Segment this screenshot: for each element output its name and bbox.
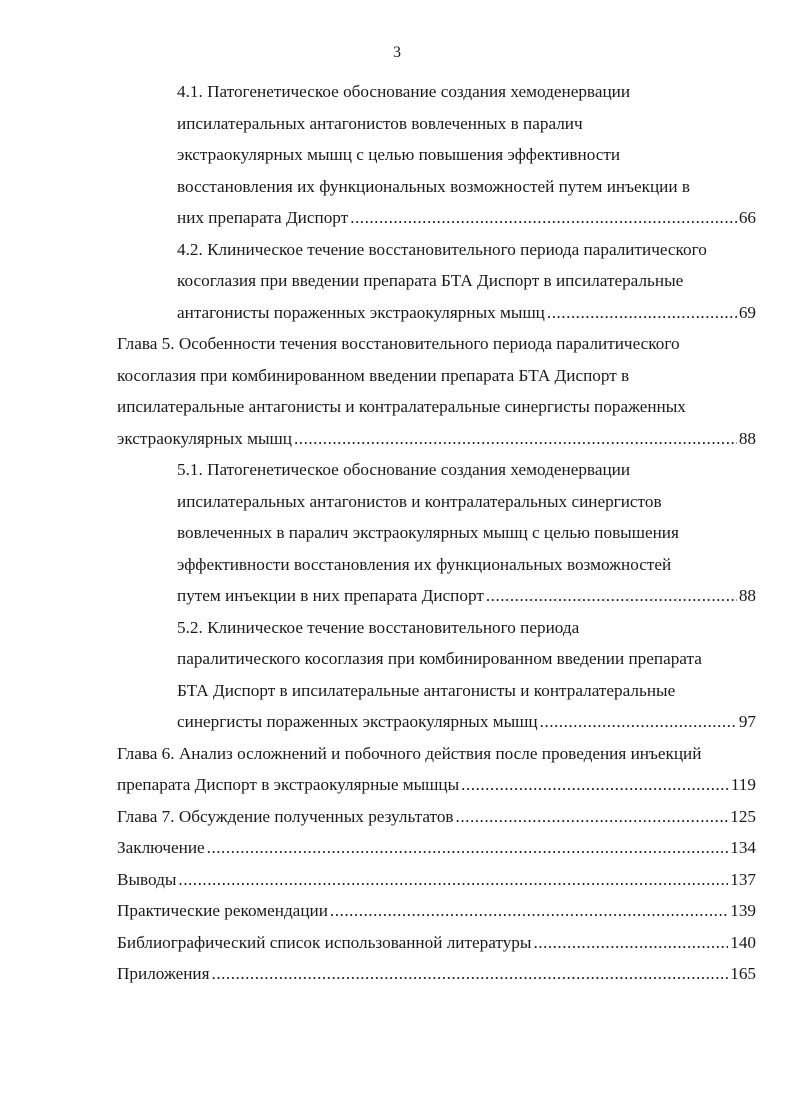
toc-entry-final-line — [117, 769, 756, 801]
toc-entry-final-line — [177, 202, 756, 234]
toc-entry-final-line — [177, 297, 756, 329]
dot-leader — [547, 297, 737, 329]
toc-entry — [0, 738, 794, 801]
toc-entry — [0, 454, 794, 612]
toc-entry — [0, 328, 794, 454]
toc-entry-final-line — [117, 958, 756, 990]
toc-entry-line: 5.1. Патогенетическое обоснование создания хемоденервации — [177, 460, 631, 479]
toc-entry-title: синергисты пораженных экстраокулярных мышц — [177, 712, 538, 731]
toc-entry-final-line — [117, 832, 756, 864]
toc-entry-line: вовлеченных в паралич экстраокулярных мышц с целью повышения — [177, 523, 679, 542]
toc-entry-title: Заключение — [117, 838, 205, 857]
dot-leader — [178, 864, 728, 896]
toc-entry — [0, 864, 794, 896]
toc-entry-title: них препарата Диспорт — [177, 208, 349, 227]
toc-page-number: 165 — [730, 964, 756, 983]
toc-entry-line: ипсилатеральные антагонисты и контралатеральные синергисты пораженных — [117, 397, 686, 416]
toc-page-number: 137 — [730, 869, 756, 889]
toc-entry-title: экстраокулярных мышц — [117, 428, 292, 448]
toc-page-number: 66 — [738, 208, 756, 227]
toc-entry — [0, 234, 794, 329]
toc-entry-line: экстраокулярных мышц с целью повышения эффективности — [177, 145, 621, 164]
toc-entry-line: паралитического косоглазия при комбинированном введении препарата — [177, 649, 702, 668]
toc-entry-line: 5.2. Клиническое течение восстановительного периода — [177, 617, 580, 637]
toc-page-number: 125 — [730, 806, 756, 826]
toc-entry-final-line — [177, 706, 756, 738]
toc-entry-line: ипсилатеральных антагонистов и контралатеральных синергистов — [177, 491, 662, 511]
toc-page-number: 69 — [738, 302, 756, 322]
dot-leader — [456, 801, 729, 833]
toc-entry-final-line — [117, 801, 756, 833]
toc-entry-final-line — [117, 927, 756, 959]
toc-entry-line: косоглазия при комбинированном введении препарата БТА Диспорт в — [117, 365, 630, 385]
toc-entry-line: БТА Диспорт в ипсилатеральные антагонисты и контралатеральные — [177, 680, 676, 700]
toc-entry-final-line — [117, 864, 756, 896]
toc-entry — [0, 927, 794, 959]
toc-entry-line: 4.2. Клиническое течение восстановительного периода паралитического — [177, 239, 707, 259]
toc-entry-line: эффективности восстановления их функциональных возможностей — [177, 554, 672, 574]
toc-entry-line: Глава 5. Особенности течения восстановительного периода паралитического — [117, 334, 680, 353]
toc-entry-line: 4.1. Патогенетическое обоснование создания хемоденервации — [177, 82, 631, 101]
toc-entry — [0, 895, 794, 927]
toc-page-number: 139 — [730, 901, 756, 920]
toc-page-number: 88 — [738, 428, 756, 448]
toc-entry — [0, 801, 794, 833]
toc-entry-line: косоглазия при введении препарата БТА Диспорт в ипсилатеральные — [177, 271, 684, 290]
toc-page-number: 119 — [730, 775, 756, 794]
toc-entry-final-line — [177, 580, 756, 612]
dot-leader — [350, 202, 737, 234]
toc-entry-title: Практические рекомендации — [117, 901, 328, 920]
toc-entry-line: восстановления их функциональных возможностей путем инъекции в — [177, 176, 690, 196]
toc-page-number: 140 — [730, 932, 756, 952]
table-of-contents — [0, 76, 794, 990]
page-number: 3 — [393, 44, 401, 61]
toc-entry-title: Приложения — [117, 964, 210, 983]
toc-entry — [0, 832, 794, 864]
dot-leader — [207, 832, 729, 864]
dot-leader — [294, 423, 737, 455]
dot-leader — [533, 927, 728, 959]
dot-leader — [330, 895, 728, 927]
dot-leader — [461, 769, 729, 801]
toc-entry-line: Глава 6. Анализ осложнений и побочного действия после проведения инъекций — [117, 743, 702, 763]
toc-entry-title: Выводы — [117, 869, 177, 889]
toc-entry-title: препарата Диспорт в экстраокулярные мышцы — [117, 775, 460, 794]
toc-entry-final-line — [117, 423, 756, 455]
toc-page-number: 134 — [730, 838, 756, 857]
dot-leader — [212, 958, 729, 990]
toc-page-number: 88 — [738, 586, 756, 605]
toc-entry-title: путем инъекции в них препарата Диспорт — [177, 586, 484, 605]
toc-entry-title: Библиографический список использованной литературы — [117, 932, 532, 952]
toc-entry-title: Глава 7. Обсуждение полученных результатов — [117, 806, 454, 826]
toc-entry — [0, 76, 794, 234]
toc-page-number: 97 — [738, 712, 756, 731]
toc-entry — [0, 612, 794, 738]
toc-entry-line: ипсилатеральных антагонистов вовлеченных в паралич — [177, 113, 583, 133]
toc-entry — [0, 958, 794, 990]
toc-entry-final-line — [117, 895, 756, 927]
dot-leader — [486, 580, 737, 612]
toc-entry-title: антагонисты пораженных экстраокулярных мышц — [177, 302, 545, 322]
dot-leader — [540, 706, 737, 738]
